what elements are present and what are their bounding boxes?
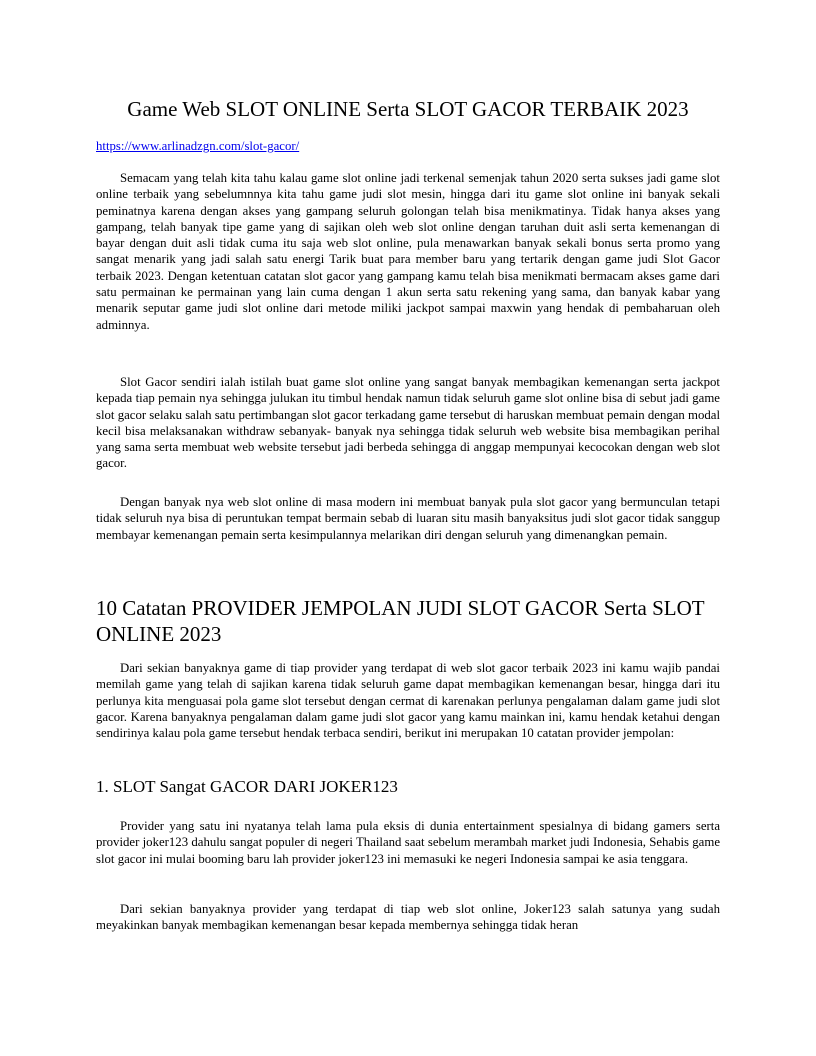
source-link[interactable]: https://www.arlinadzgn.com/slot-gacor/ — [96, 139, 300, 153]
document-title: Game Web SLOT ONLINE Serta SLOT GACOR TERBAIK 2023 — [127, 97, 689, 121]
paragraph-joker-wins: Dari sekian banyaknya provider yang terdapat di tiap web slot online, Joker123 salah satunya yang sudah meyakinkan banyak membagikan kemenangan besar kepada membernya sehingga tidak heran — [96, 902, 720, 933]
paragraph-slot-gacor: Slot Gacor sendiri ialah istilah buat game slot online yang sangat banyak membagikan kemenangan serta jackpot kepada tiap pemain nya sehingga julukan itu timbul hendak namun tidak seluruh game slot online bisa di sebut jadi game slot gacor selaku salah satu pertimbangan slot gacor terkadang game tersebut di haruskan membuat pemain dengan modal kecil bisa melaksanakan withdraw sebanyak- banyak nya sehingga tidak seluruh web website bisa membagikan perihal yang sama serta membuat web website tersebut jadi berbeda sehingga di anggap mempunyai kecocokan dengan web slot gacor. — [96, 375, 721, 471]
paragraph-providers: Dari sekian banyaknya game di tiap provider yang terdapat di web slot gacor terbaik 2023 ini kamu wajib pandai memilah game yang telah di sajikan karena tidak seluruh game dapat membagikan kemenangan besar, hingga dari itu perlunya kita menguasai pola game slot tersebut dengan cermat di karenakan perlunya pengalaman dalam game judi slot gacor. Karena banyaknya pengalaman dalam game judi slot gacor yang kamu mainkan ini, kamu hendak ketahui dengan sendirinya kalau pola game tersebut hendak terbaca sendiri, berikut ini merupakan 10 catatan provider jempolan: — [96, 661, 720, 741]
subheading-joker123: 1. SLOT Sangat GACOR DARI JOKER123 — [96, 777, 398, 796]
paragraph-joker-history: Provider yang satu ini nyatanya telah lama pula eksis di dunia entertainment spesialnya di bidang gamers serta provider joker123 dahulu sangat populer di negeri Thailand saat sebelum merambah market judi Indonesia, Sehabis game slot gacor ini mulai booming baru lah provider joker123 ini memasuki ke negeri Indonesia sampai ke asia tenggara. — [96, 819, 720, 866]
paragraph-intro: Semacam yang telah kita tahu kalau game slot online jadi terkenal semenjak tahun 2020 serta sukses jadi game slot online terbaik yang sebelumnnya kita tahu game judi slot mesin, hingga dari itu game slot online ini banyak sekali peminatnya karena dengan akses yang gampang seluruh golongan telah bisa menikmatinya. Tidak hanya akses yang gampang, telah banyak tipe game yang di sajikan oleh web slot online dengan taruhan duit asli serta kemenangan di bayar dengan duit asli tidak cuma itu saja web slot online, pula menawarkan banyak sekali bonus serta promo yang sangat menarik yang jadi salah satu energi Tarik buat para member baru yang tertarik dengan game judi Slot Gacor terbaik 2023. Dengan ketentuan catatan slot gacor yang gampang kamu telah bisa menikmati bermacam akses game dari satu permainan ke permainan yang lain cuma dengan 1 akun serta satu rekening yang sama, dan banyak kabar yang menarik seputar game judi slot online dari metode miliki jackpot sampai maxwin yang hendak di pembaharuan oleh adminnya. — [96, 171, 720, 332]
paragraph-modern: Dengan banyak nya web slot online di masa modern ini membuat banyak pula slot gacor yang bermunculan tetapi tidak seluruh nya bisa di peruntukan tempat bermain sebab di luaran situ masih banyaksitus judi slot gacor tidak sanggup membayar kemenangan pemain serta kesimpulannya melarikan diri dengan seluruh yang dimenangkan pemain. — [96, 495, 720, 542]
section-heading-providers: 10 Catatan PROVIDER JEMPOLAN JUDI SLOT GACOR Serta SLOT ONLINE 2023 — [96, 596, 705, 646]
